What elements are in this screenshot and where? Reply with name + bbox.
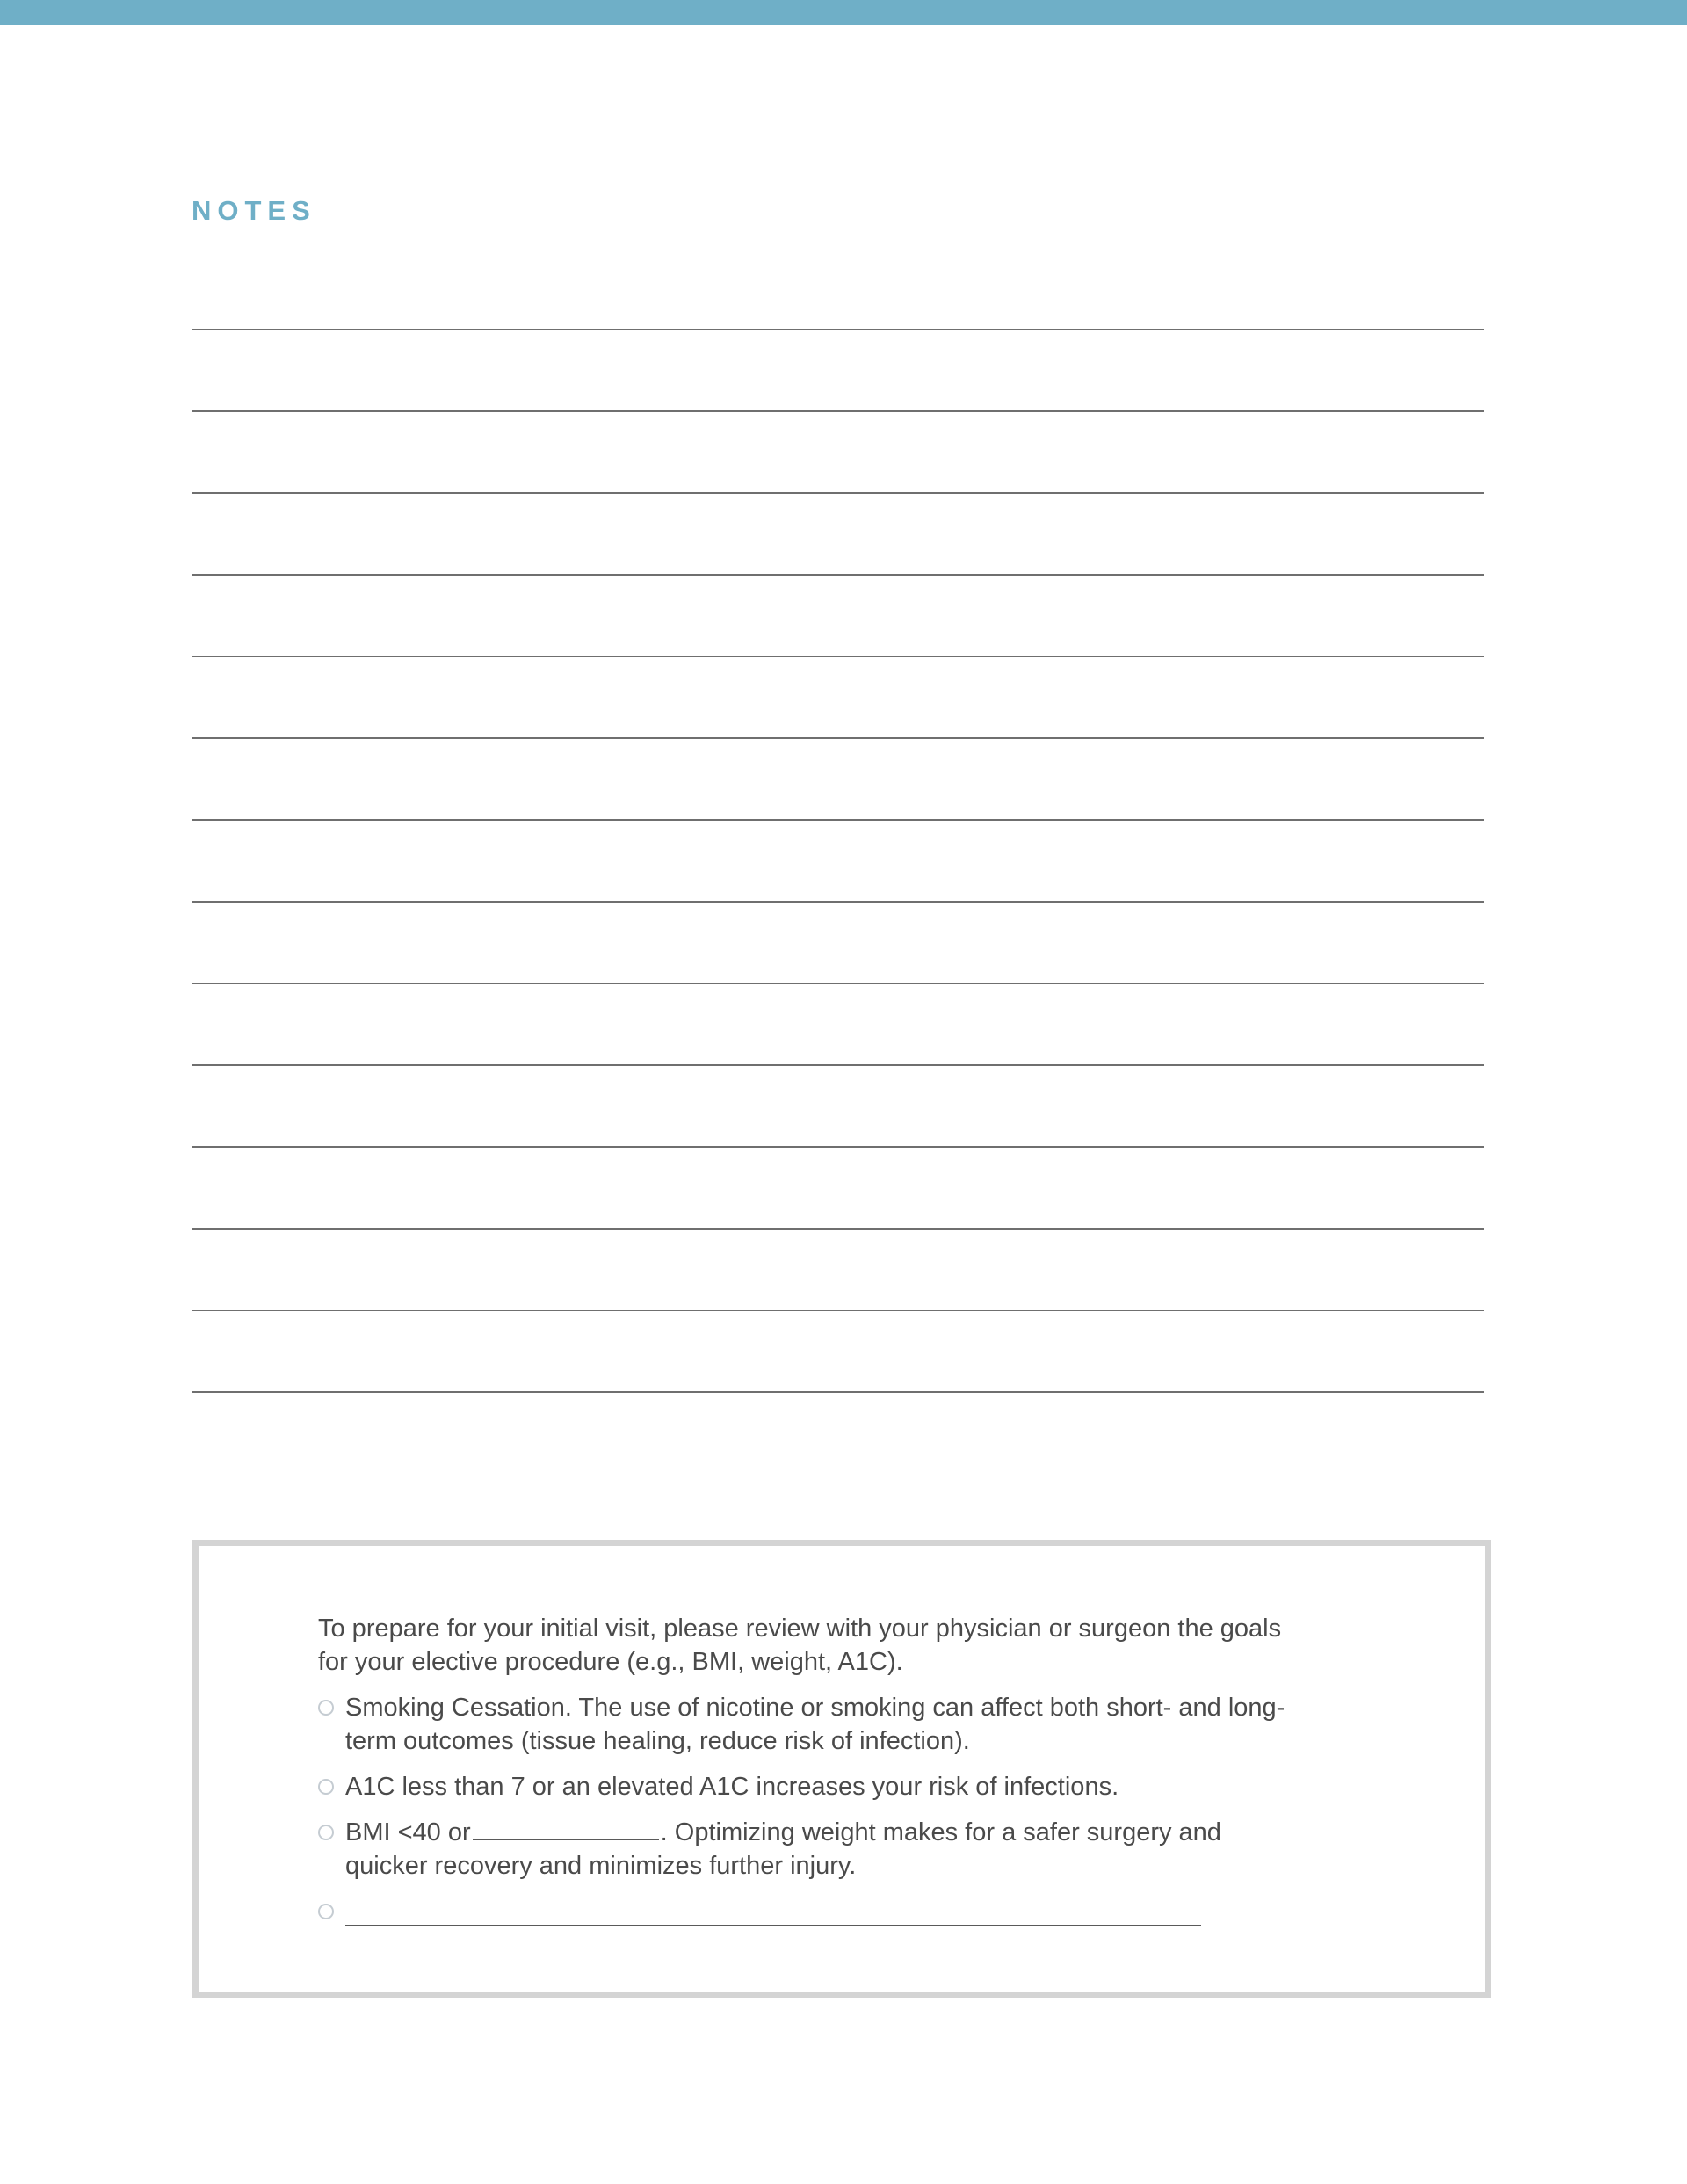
note-line[interactable] — [192, 739, 1484, 821]
radio-circle-icon[interactable] — [318, 1700, 334, 1716]
notes-lines — [192, 329, 1484, 1393]
checklist-content — [318, 1612, 1302, 1948]
note-line[interactable] — [192, 1311, 1484, 1393]
note-line[interactable] — [192, 576, 1484, 657]
note-line[interactable] — [192, 1066, 1484, 1148]
note-line[interactable] — [192, 412, 1484, 494]
checklist-intro: To prepare for your initial visit, please review with your physician or surgeon the goals for your elective procedure (e.g., BMI, weight, A1C). — [318, 1614, 1282, 1676]
custom-goal-blank-field[interactable] — [345, 1895, 1201, 1926]
note-line[interactable] — [192, 1230, 1484, 1311]
note-line[interactable] — [192, 984, 1484, 1066]
top-accent-bar — [0, 0, 1687, 25]
preparation-checklist-box — [192, 1540, 1491, 1998]
radio-circle-icon[interactable] — [318, 1825, 334, 1840]
note-line[interactable] — [192, 821, 1484, 903]
checklist-item-bmi — [318, 1816, 1302, 1883]
checklist-item-custom — [318, 1895, 1302, 1935]
radio-circle-icon[interactable] — [318, 1904, 334, 1919]
checklist-item-smoking — [318, 1691, 1302, 1758]
note-line[interactable] — [192, 657, 1484, 739]
note-line[interactable] — [192, 494, 1484, 576]
note-line[interactable] — [192, 903, 1484, 984]
checklist-item-text: Smoking Cessation. The use of nicotine or smoking can affect both short- and long-term outcomes (tissue healing, reduce risk of infection). — [345, 1694, 1285, 1755]
checklist-item-text: A1C less than 7 or an elevated A1C increases your risk of infections. — [345, 1773, 1119, 1801]
note-line[interactable] — [192, 330, 1484, 412]
notes-title: NOTES — [192, 195, 316, 226]
checklist-item-text-after: . Optimizing weight makes for a safer surgery and quicker recovery and minimizes further injury. — [345, 1818, 1221, 1880]
note-line[interactable] — [192, 1148, 1484, 1230]
radio-circle-icon[interactable] — [318, 1779, 334, 1795]
bmi-blank-field[interactable] — [473, 1816, 659, 1840]
checklist-item-a1c — [318, 1770, 1302, 1803]
checklist-item-text-before: BMI <40 or — [345, 1818, 471, 1847]
